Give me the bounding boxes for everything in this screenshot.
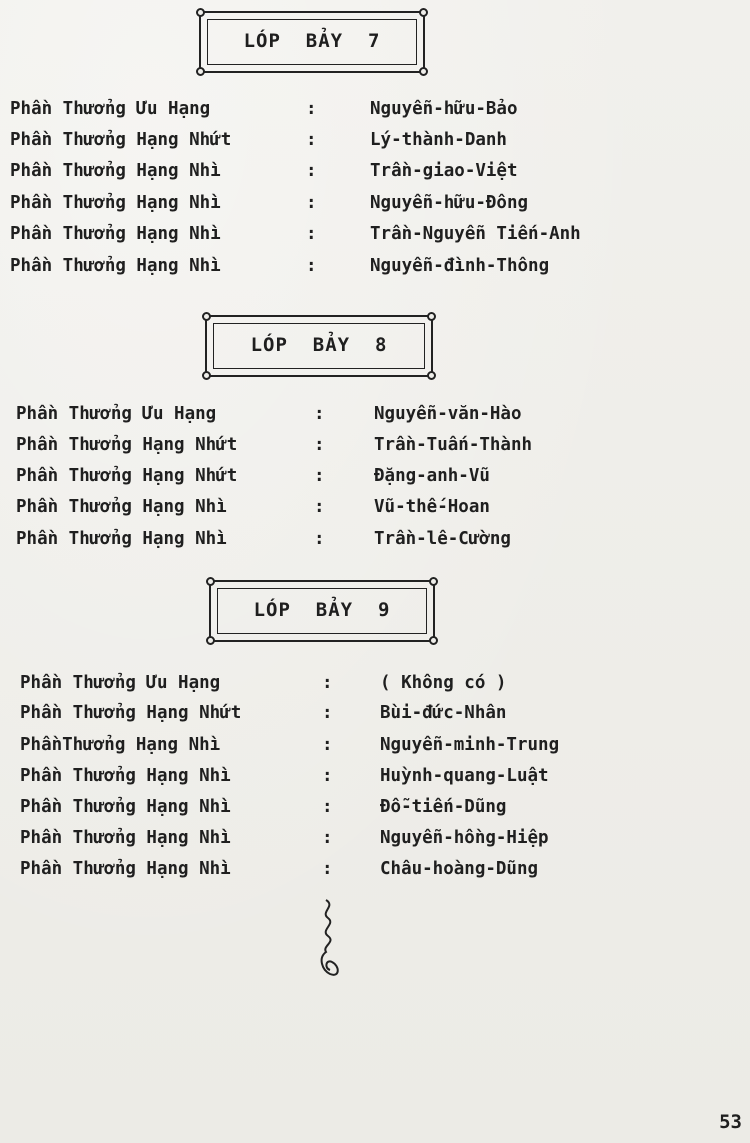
corner-ornament bbox=[427, 312, 436, 321]
award-label: Phần Thưởng Hạng Nhì bbox=[20, 828, 231, 848]
corner-ornament bbox=[427, 371, 436, 380]
student-name: Trần-giao-Việt bbox=[370, 161, 518, 181]
end-flourish bbox=[316, 896, 346, 986]
separator: : bbox=[314, 529, 325, 549]
corner-ornament bbox=[206, 577, 215, 586]
award-label: Phần Thưởng Hạng Nhứt bbox=[16, 466, 238, 486]
corner-ornament bbox=[196, 8, 205, 17]
corner-ornament bbox=[429, 577, 438, 586]
class-header-box-9 bbox=[209, 580, 435, 642]
student-name: Nguyễn-hữu-Đông bbox=[370, 193, 529, 213]
separator: : bbox=[314, 466, 325, 486]
corner-ornament bbox=[202, 371, 211, 380]
separator: : bbox=[306, 193, 317, 213]
separator: : bbox=[322, 673, 333, 693]
award-label: Phần Thưởng Hạng Nhứt bbox=[20, 703, 242, 723]
separator: : bbox=[314, 497, 325, 517]
corner-ornament bbox=[419, 8, 428, 17]
award-label: Phần Thưởng Hạng Nhì bbox=[10, 193, 221, 213]
class-title: LÓP BẢY 8 bbox=[250, 334, 388, 356]
separator: : bbox=[322, 703, 333, 723]
student-name: Nguyễn-văn-Hào bbox=[374, 404, 522, 424]
award-label: PhầnThưởng Hạng Nhì bbox=[20, 735, 221, 755]
separator: : bbox=[314, 404, 325, 424]
separator: : bbox=[322, 735, 333, 755]
award-label: Phần Thưởng Hạng Nhì bbox=[20, 797, 231, 817]
student-name: Bùi-đức-Nhân bbox=[380, 703, 507, 723]
student-name: Trần-lê-Cường bbox=[374, 529, 511, 549]
corner-ornament bbox=[419, 67, 428, 76]
corner-ornament bbox=[429, 636, 438, 645]
corner-ornament bbox=[196, 67, 205, 76]
separator: : bbox=[322, 766, 333, 786]
separator: : bbox=[314, 435, 325, 455]
separator: : bbox=[322, 797, 333, 817]
separator: : bbox=[306, 224, 317, 244]
award-label: Phần Thưởng Hạng Nhì bbox=[16, 529, 227, 549]
student-name: Lý-thành-Danh bbox=[370, 130, 507, 150]
student-name: Châu-hoàng-Dũng bbox=[380, 859, 539, 879]
student-name: Trần-Tuấn-Thành bbox=[374, 435, 533, 455]
award-label: Phần Thưởng Hạng Nhì bbox=[20, 859, 231, 879]
award-label: Phần Thưởng Hạng Nhứt bbox=[16, 435, 238, 455]
award-label: Phần Thưởng Ưu Hạng bbox=[20, 673, 221, 693]
student-name: Nguyễn-hồng-Hiệp bbox=[380, 828, 549, 848]
award-label: Phần Thưởng Hạng Nhì bbox=[16, 497, 227, 517]
corner-ornament bbox=[202, 312, 211, 321]
student-name: Nguyễn-minh-Trung bbox=[380, 735, 560, 755]
separator: : bbox=[306, 130, 317, 150]
separator: : bbox=[306, 99, 317, 119]
student-name: Vũ-thế-Hoan bbox=[374, 497, 490, 517]
class-title: LÓP BẢY 9 bbox=[253, 599, 391, 621]
corner-ornament bbox=[206, 636, 215, 645]
award-label: Phần Thưởng Hạng Nhì bbox=[20, 766, 231, 786]
student-name: Nguyễn-đình-Thông bbox=[370, 256, 550, 276]
separator: : bbox=[322, 859, 333, 879]
separator: : bbox=[322, 828, 333, 848]
award-label: Phần Thưởng Hạng Nhì bbox=[10, 224, 221, 244]
page-number: 53 bbox=[719, 1111, 742, 1133]
student-name: ( Không có ) bbox=[380, 673, 507, 693]
award-label: Phần Thưởng Hạng Nhì bbox=[10, 161, 221, 181]
award-label: Phần Thưởng Ưu Hạng bbox=[16, 404, 217, 424]
student-name: Trần-Nguyễn Tiến-Anh bbox=[370, 224, 581, 244]
award-label: Phần Thưởng Hạng Nhì bbox=[10, 256, 221, 276]
student-name: Đỗ-tiến-Dũng bbox=[380, 797, 507, 817]
student-name: Đặng-anh-Vũ bbox=[374, 466, 490, 486]
class-header-box-7 bbox=[199, 11, 425, 73]
student-name: Huỳnh-quang-Luật bbox=[380, 766, 549, 786]
award-label: Phần Thưởng Ưu Hạng bbox=[10, 99, 211, 119]
separator: : bbox=[306, 256, 317, 276]
student-name: Nguyễn-hữu-Bảo bbox=[370, 99, 518, 119]
class-title: LÓP BẢY 7 bbox=[243, 30, 381, 52]
award-label: Phần Thưởng Hạng Nhứt bbox=[10, 130, 232, 150]
separator: : bbox=[306, 161, 317, 181]
class-header-box-8 bbox=[205, 315, 433, 377]
